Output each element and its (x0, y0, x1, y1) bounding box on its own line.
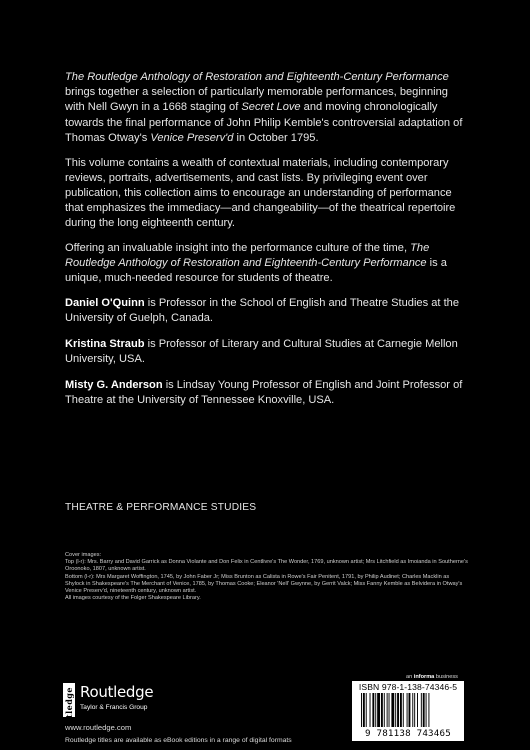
informa-business-note: an informa business (406, 674, 458, 680)
isbn-label: ISBN 978-1-138-74346-5 (358, 682, 458, 692)
routledge-mark-icon: Routledge (63, 683, 75, 717)
credits-courtesy: All images courtesy of the Folger Shakespeare Library. (65, 595, 201, 602)
credits-top: Top (l-r): Mrs. Barry and David Garrick as Donna Violante and Don Felix in Centlivre's The Wonder, 1769, unknown artist; Mrs Litchfield as Imoianda in Southerne's Oroonoko, 1807, unknown artist. (65, 559, 468, 573)
ebook-note: Routledge titles are available as eBook editions in a range of digital formats (65, 737, 292, 744)
cover-image-credits (65, 552, 470, 602)
blurb-paragraph-3: Offering an invaluable insight into the performance culture of the time, The Routledge Anthology of Restoration and Eighteenth-Century Performance is a unique, much-needed resource for students of theatre. (65, 242, 447, 285)
isbn-digits: 9 781138 743465 (365, 728, 451, 739)
author-name: Misty G. Anderson (65, 378, 163, 391)
author-bio: Kristina Straub is Professor of Literary and Cultural Studies at Carnegie Mellon University, USA. (65, 338, 458, 366)
back-cover-blurb (65, 70, 470, 419)
publisher-name: Routledge (80, 683, 154, 701)
book-title: The Routledge Anthology of Restoration and Eighteenth-Century Performance (65, 71, 449, 83)
author-bio: Daniel O'Quinn is Professor in the School of English and Theatre Studies at the University of Guelph, Canada. (65, 297, 459, 325)
author-name: Kristina Straub (65, 338, 145, 351)
author-bio: Misty G. Anderson is Lindsay Young Professor of English and Joint Professor of Theatre at the University of Tennessee Knoxville, USA. (65, 378, 463, 407)
blurb-paragraph-2: This volume contains a wealth of contextual materials, including contemporary reviews, portraits, advertisements, and cast lists. By privileging event over publication, this collection aims to encourage an understanding of performance that emphasizes the immediacy—and changeability—of the theatrical repertoire during the long eighteenth century. (65, 156, 456, 230)
isbn-barcode (352, 681, 464, 741)
blurb-paragraph-1: The Routledge Anthology of Restoration and Eighteenth-Century Performance brings together a selection of particularly memorable performances, beginning with Nell Gwyn in a 1668 staging of Secret Love and moving chronologically towards the final performance of John Philip Kemble's controversial adaptation of Thomas Otway's Venice Preserv'd in October 1795. (65, 71, 463, 144)
credits-heading: Cover images: (65, 552, 102, 558)
subject-category: THEATRE & PERFORMANCE STUDIES (65, 502, 257, 513)
book-title: The Routledge Anthology of Restoration and Eighteenth-Century Performance (65, 242, 430, 270)
author-name: Daniel O'Quinn (65, 297, 145, 310)
publisher-url: www.routledge.com (65, 723, 132, 732)
publisher-group: Taylor & Francis Group (80, 704, 148, 711)
credits-bottom: Bottom (l-r): Mrs Margaret Woffington, 1745, by John Faber Jr; Miss Brunton as Calista in Rowe's Fair Penitent, 1791, by Philip Audinet; Charles Macklin as Shylock in Shakespeare's The Merchant of Venice, 1785, by Thomas Cooke; Eleanor 'Nell' Gwynne, by Gerrit Valck; Miss Fanny Kemble as Belvidera in Otway's Venice Preserv'd, nineteenth century, unknown artist. (65, 573, 463, 595)
barcode-bars-icon (361, 693, 455, 727)
